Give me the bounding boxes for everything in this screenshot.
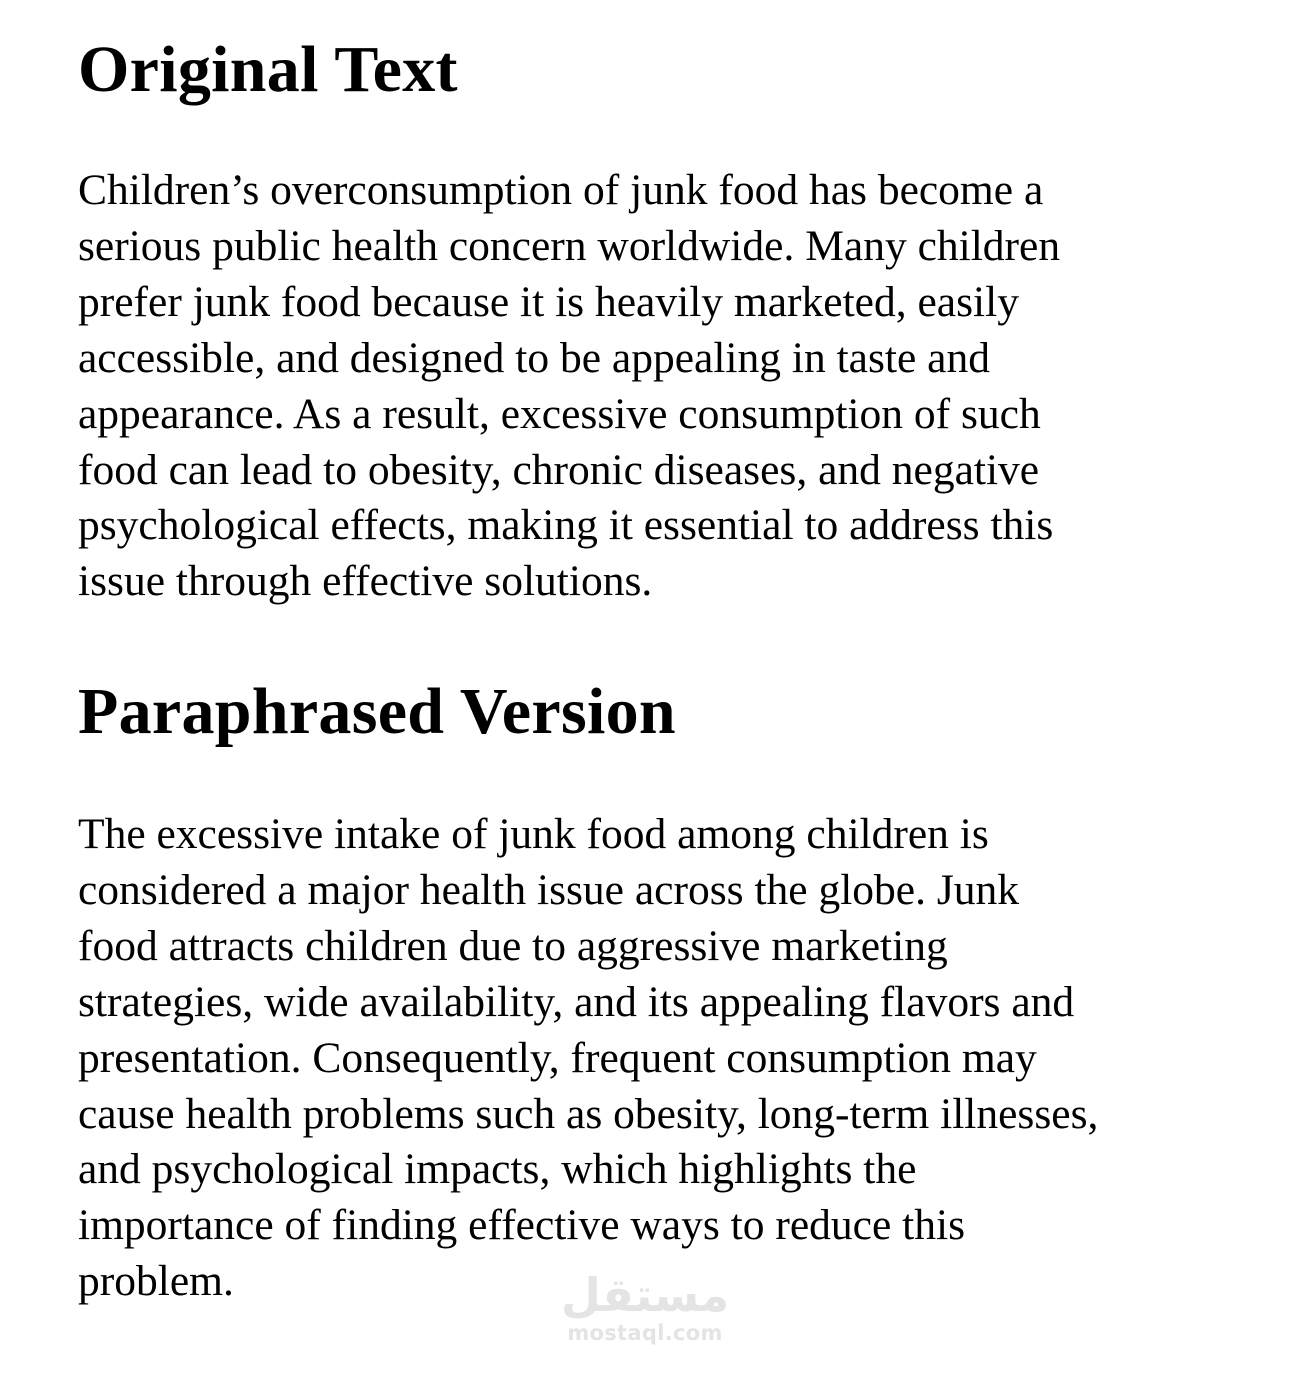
paragraph-line: food attracts children due to aggressive marketing (78, 921, 948, 970)
paraphrased-version-paragraph (78, 807, 1098, 1310)
paragraph-line: issue through effective solutions. (78, 557, 653, 606)
original-text-heading: Original Text (78, 33, 458, 106)
paragraph-line: problem. (78, 1257, 234, 1306)
paraphrased-version-heading: Paraphrased Version (78, 675, 676, 748)
paragraph-line: Children’s overconsumption of junk food has become a (78, 166, 1044, 214)
paragraph-line: importance of finding effective ways to reduce this (78, 1201, 966, 1250)
paragraph-line: considered a major health issue across the globe. Junk (78, 865, 1020, 914)
paragraph-line: prefer junk food because it is heavily marketed, easily (78, 277, 1019, 326)
paragraph-line: appearance. As a result, excessive consumption of such (78, 389, 1041, 438)
paragraph-line: accessible, and designed to be appealing in taste and (78, 333, 990, 382)
paragraph-line: presentation. Consequently, frequent consumption may (78, 1033, 1037, 1082)
original-text-paragraph (78, 163, 1060, 610)
paragraph-line: psychological effects, making it essential to address this (78, 501, 1054, 550)
paragraph-line: strategies, wide availability, and its appealing flavors and (78, 977, 1075, 1026)
paragraph-line: serious public health concern worldwide. Many children (78, 221, 1061, 270)
mostaql-watermark (560, 1270, 730, 1360)
watermark-url: mostaql.com (567, 1321, 723, 1345)
paragraph-line: cause health problems such as obesity, long-term illnesses, (78, 1089, 1099, 1138)
paragraph-line: and psychological impacts, which highlights the (78, 1145, 917, 1194)
watermark-logo: مستقل (560, 1268, 730, 1322)
paragraph-line: food can lead to obesity, chronic diseases, and negative (78, 445, 1040, 494)
paragraph-line: The excessive intake of junk food among children is (78, 810, 989, 858)
